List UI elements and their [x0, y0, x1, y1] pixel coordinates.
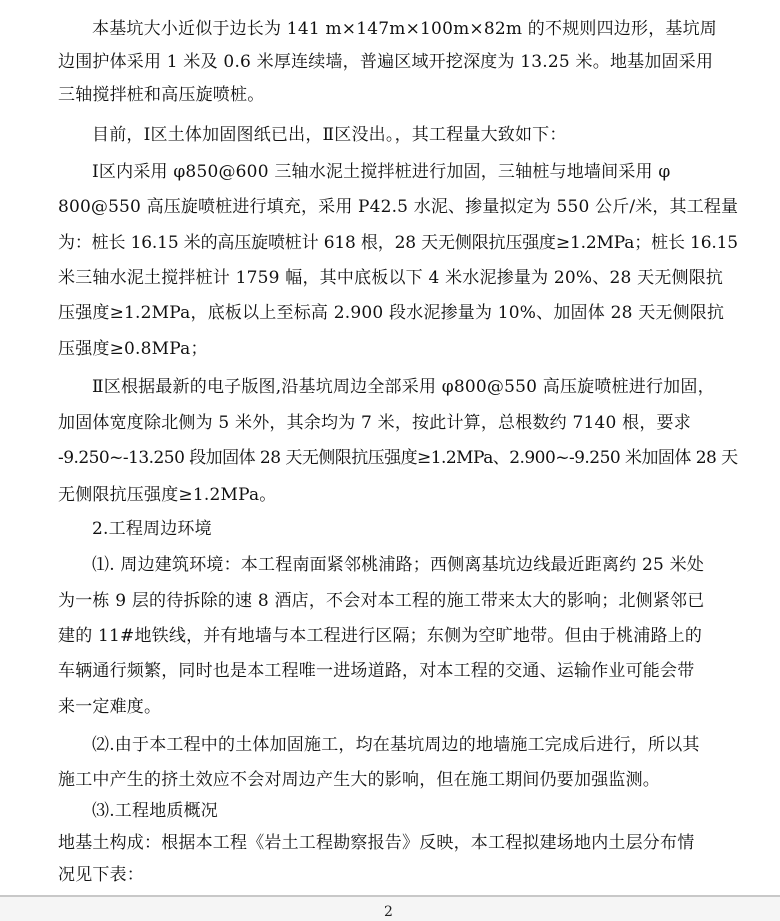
text-line: 本基坑大小近似于边长为 141 m×147m×100m×82m 的不规则四边形，基坑周 — [92, 19, 717, 39]
text-line: Ⅱ区根据最新的电子版图,沿基坑周边全部采用 φ800@550 高压旋喷桩进行加固， — [92, 377, 715, 397]
text-line: 边围护体采用 1 米及 0.6 米厚连续墙，普遍区域开挖深度为 13.25 米。地基加固采用 — [58, 52, 714, 72]
section-heading: ⑶.工程地质概况 — [92, 801, 219, 821]
text-line: 目前，Ⅰ区土体加固图纸已出，Ⅱ区没出。，其工程量大致如下： — [92, 125, 567, 145]
text-line: 车辆通行频繁，同时也是本工程唯一进场道路，对本工程的交通、运输作业可能会带 — [58, 661, 695, 681]
text-line: 建的 11#地铁线，并有地墙与本工程进行区隔；东侧为空旷地带。但由于桃浦路上的 — [58, 626, 703, 646]
text-line: 况见下表： — [58, 865, 144, 885]
text-line: 为：桩长 16.15 米的高压旋喷桩计 618 根，28 天无侧限抗压强度≥1.2MPa；桩长 16.15 — [58, 233, 738, 253]
text-line: ⑴. 周边建筑环境：本工程南面紧邻桃浦路；西侧离基坑边线最近距离约 25 米处 — [92, 555, 705, 575]
text-line: 施工中产生的挤土效应不会对周边产生大的影响，但在施工期间仍要加强监测。 — [58, 770, 660, 790]
text-line: ⑵.由于本工程中的土体加固施工，均在基坑周边的地墙施工完成后进行，所以其 — [92, 735, 700, 755]
text-line: 800@550 高压旋喷桩进行填充，采用 P42.5 水泥、掺量拟定为 550 公斤/米，其工程量 — [58, 197, 739, 217]
section-heading: 2.工程周边环境 — [92, 519, 212, 539]
text-line: 来一定难度。 — [58, 697, 162, 717]
text-line: 无侧限抗压强度≥1.2MPa。 — [58, 485, 277, 505]
text-line: 地基土构成：根据本工程《岩土工程勘察报告》反映，本工程拟建场地内土层分布情 — [58, 833, 695, 853]
text-line: 压强度≥0.8MPa； — [58, 339, 208, 359]
text-line: 三轴搅拌桩和高压旋喷桩。 — [58, 85, 265, 105]
text-line: Ⅰ区内采用 φ850@600 三轴水泥土搅拌桩进行加固，三轴桩与地墙间采用 φ — [92, 162, 671, 182]
page-number: 2 — [384, 904, 393, 920]
text-line: 加固体宽度除北侧为 5 米外，其余均为 7 米，按此计算，总根数约 7140 根，要求 — [58, 413, 691, 433]
text-line: 为一栋 9 层的待拆除的速 8 酒店，不会对本工程的施工带来太大的影响；北侧紧邻已 — [58, 591, 705, 611]
text-line: 压强度≥1.2MPa，底板以上至标高 2.900 段水泥掺量为 10%、加固体 28 天无侧限抗 — [58, 303, 725, 323]
text-line: -9.250~-13.250 段加固体 28 天无侧限抗压强度≥1.2MPa、2.900~-9.250 米加固体 28 天 — [58, 448, 738, 468]
text-line: 米三轴水泥土搅拌桩计 1759 幅，其中底板以下 4 米水泥掺量为 20%、28 天无侧限抗 — [58, 268, 724, 288]
